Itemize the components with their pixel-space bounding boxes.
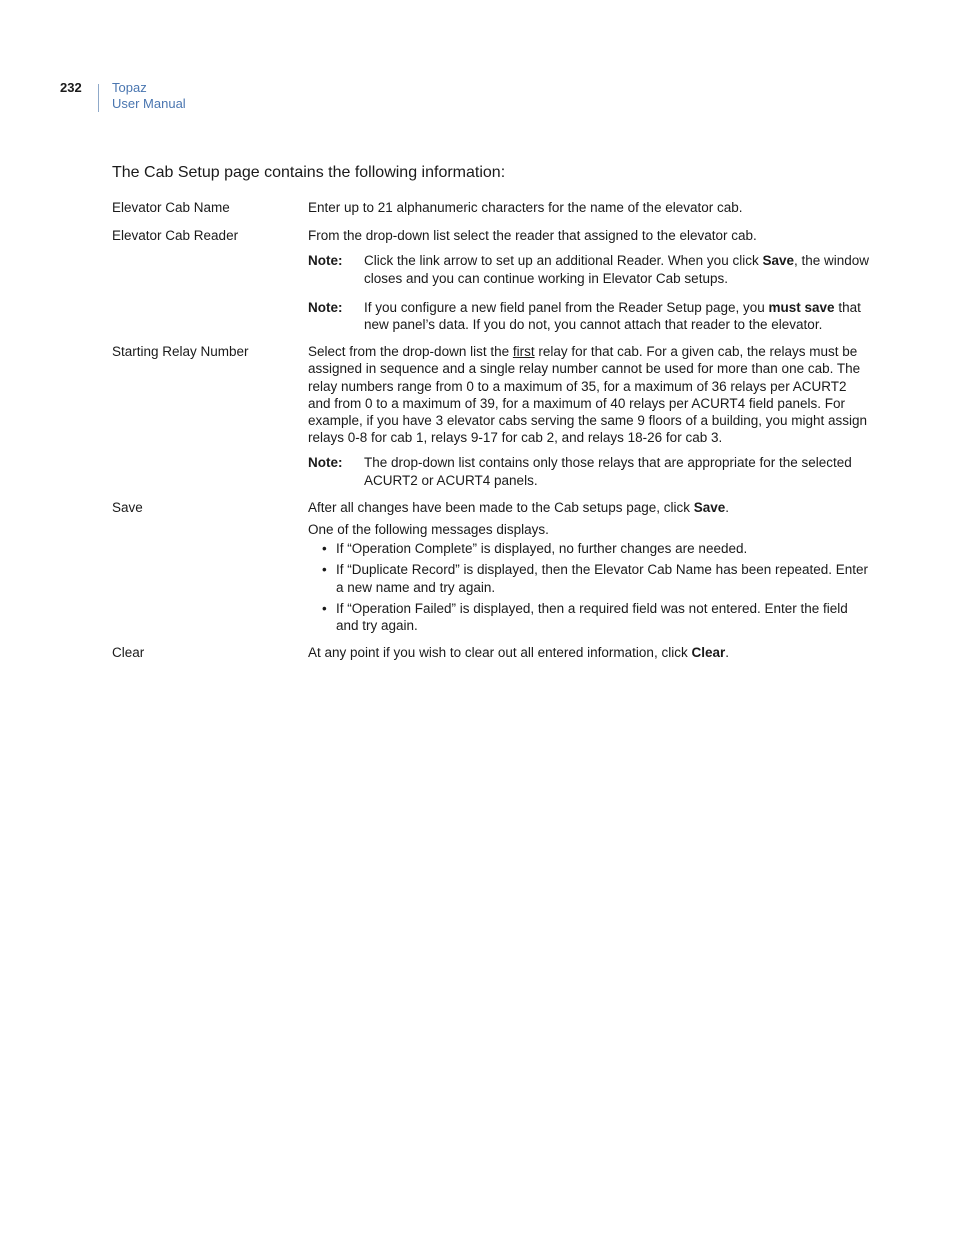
definition-text: [308, 499, 872, 516]
table-row: [112, 199, 872, 221]
definition-segment: .: [725, 645, 729, 661]
note-emphasis: must save: [768, 299, 835, 315]
table-row: [112, 227, 872, 337]
definition: [308, 644, 872, 666]
definition: [308, 227, 872, 337]
bullet-icon: •: [322, 562, 327, 578]
definition-underlined: first: [512, 344, 535, 360]
list-item-text: If “Duplicate Record” is displayed, then the Elevator Cab Name has been repeated. Enter a new name and try again.: [336, 562, 869, 595]
table-row: [112, 343, 872, 493]
list-item: [308, 540, 872, 557]
page-number: 232: [60, 80, 82, 95]
note: [308, 454, 872, 488]
list-item-text: If “Operation Complete” is displayed, no further changes are needed.: [336, 541, 748, 557]
note-body: [364, 299, 872, 333]
note-label: Note:: [308, 455, 343, 471]
definition: [308, 499, 872, 638]
term-save: Save: [112, 499, 143, 515]
header-doc-type: User Manual: [112, 96, 186, 111]
note-text: Click the link arrow to set up an additional Reader. When you click: [364, 253, 763, 269]
table-row: [112, 499, 872, 638]
note-label: Note:: [308, 299, 343, 315]
term-starting-relay-number: Starting Relay Number: [112, 344, 249, 360]
bullet-icon: •: [322, 600, 327, 616]
header-product: Topaz: [112, 80, 147, 95]
definition: [308, 199, 872, 221]
message-list: [308, 540, 872, 634]
running-header: [112, 80, 186, 112]
messages-intro: One of the following messages displays.: [308, 522, 549, 538]
definition-segment: After all changes have been made to the Cab setups page, click: [308, 499, 694, 515]
header-divider: [98, 84, 99, 112]
definition-segment: Select from the drop-down list the: [308, 344, 513, 360]
definition-text: [308, 644, 872, 661]
definition-segment: .: [725, 499, 730, 515]
field-definition-table: [112, 199, 872, 672]
bullet-icon: •: [322, 541, 327, 557]
page-header: [0, 0, 954, 120]
note: [308, 299, 872, 333]
list-item-text: If “Operation Failed” is displayed, then a required field was not entered. Enter the field and try again.: [336, 600, 848, 634]
note-emphasis: Save: [762, 253, 794, 269]
section-intro: The Cab Setup page contains the following information:: [112, 164, 506, 181]
definition: [308, 343, 872, 493]
list-item: [308, 600, 872, 634]
definition-text: From the drop-down list select the reader that assigned to the elevator cab.: [308, 228, 757, 244]
note-text: that new panel’s data. If you do not, you cannot attach that reader to the elevator.: [364, 299, 861, 333]
definition-emphasis: Save: [693, 499, 726, 515]
term-elevator-cab-name: Elevator Cab Name: [112, 200, 230, 215]
term-elevator-cab-reader: Elevator Cab Reader: [112, 228, 239, 244]
definition-segment: At any point if you wish to clear out all entered information, click: [308, 645, 692, 661]
list-item: [308, 561, 872, 595]
table-row: [112, 644, 872, 666]
note-body: [364, 252, 872, 286]
note-text: If you configure a new field panel from the Reader Setup page, you: [364, 299, 769, 315]
note: [308, 252, 872, 286]
definition-text: [308, 343, 872, 446]
note-label: Note:: [308, 253, 343, 269]
definition-emphasis: Clear: [691, 645, 726, 661]
definition-text: Enter up to 21 alphanumeric characters for the name of the elevator cab.: [308, 200, 743, 215]
term-clear: Clear: [112, 645, 145, 661]
note-text: , the window closes and you can continue working in Elevator Cab setups.: [364, 253, 870, 286]
definition-segment: relay for that cab. For a given cab, the relays must be assigned in sequence and a single relay number cannot be used for more than one cab. The relay numbers range from 0 to a maximum of 35, for a maximum of 36 relays per ACURT2 and from 0 to a maximum of 39, for a maximum of 40 relays per ACURT4 field panels. For example, if you have 3 elevator cabs serving the same 9 floors of a building, you might assign relays 0-8 for cab 1, relays 9-17 for cab 2, and relays 18-26 for cab 3.: [308, 344, 868, 446]
note-body: The drop-down list contains only those relays that are appropriate for the selected ACURT2 or ACURT4 panels.: [364, 455, 852, 488]
